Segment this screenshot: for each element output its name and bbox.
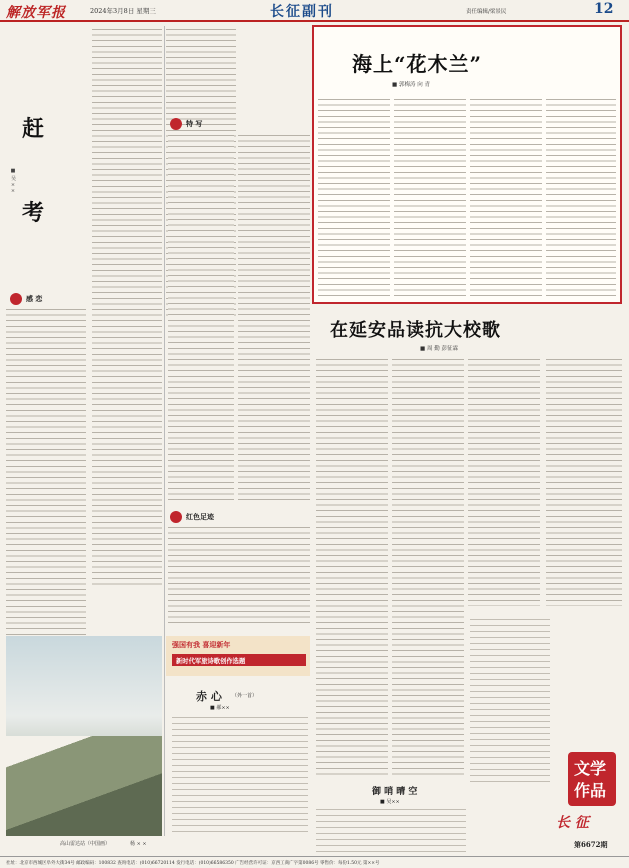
poem-text-1 [172,714,308,834]
footer: 社址：北京市西城区阜外大街34号 邮政编码：100832 查询电话：(010)66720114 发行电话：(010)66586350 广告经营许可证：京西工商广字第0086号 零售价：每份1.50元 第××号 [0,856,629,868]
second-text-3 [468,356,540,606]
second-story-byline: ■ 周 勤 彭征霖 [420,346,458,352]
feature-text-3 [470,96,542,298]
left-upper-text [92,26,162,586]
second-text-4 [546,356,622,606]
feature-text-2 [394,96,466,298]
subhead-icon [10,293,22,305]
poem-title-1: 赤 心 [196,690,222,703]
left-title-1: 赶 [22,116,45,142]
badge-line-2: 作品 [574,781,607,800]
feature-label: 特 写 [186,119,203,128]
painting-mountain [6,736,162,836]
photo-author: 杨 × × [130,841,147,847]
column-divider [164,26,165,836]
red-trail-icon [170,511,182,523]
poster-line-2: 新时代军旅诗歌创作选题 [176,658,246,665]
feature-title: 海上“花木兰” [352,52,483,76]
poem-author-1: ■ 郝×× [210,705,230,711]
second-story-title: 在延安品读抗大校歌 [330,320,501,341]
badge-line-1: 文学 [574,759,607,778]
issue-date: 2024年3月8日 星期三 [90,7,156,15]
feature-byline: ■ 郭梅涛 向 青 [392,82,430,88]
poem-text-2 [316,806,466,852]
second-text-2 [392,356,464,776]
editor-credit: 责任编辑/梁景民 [466,9,507,15]
feature-label-icon [170,118,182,130]
issue-label: 第6672期 [574,840,608,849]
newspaper-logo: 解放军报 [6,5,66,21]
poem-right-text [470,616,550,782]
poem-title-1-sub: （外一首） [232,693,258,699]
left-title-2: 考 [22,200,45,226]
feature-text-1 [318,96,390,298]
poem-author-2: ■ 吴×× [380,799,400,805]
poem-title-2: 御 哨 晴 空 [372,787,418,797]
mid-left-text-2 [168,524,310,624]
feature-text-4 [546,96,616,298]
second-text-1 [316,356,388,776]
photo-caption: 高山雷达站（中国画） [60,841,111,847]
poster-line-1: 强国有我 喜迎新年 [172,640,231,649]
mid-left-text-1 [168,132,234,502]
left-subhead: 感 恋 [26,294,43,303]
badge-signature: 长 征 [556,815,589,831]
red-trail-label: 红色足迹 [186,512,214,521]
section-title: 长征副刊 [270,4,334,20]
page-number: 12 [594,1,614,17]
mid-left-text-3 [238,132,310,502]
left-author: ■ 吴 ×× [10,168,16,195]
